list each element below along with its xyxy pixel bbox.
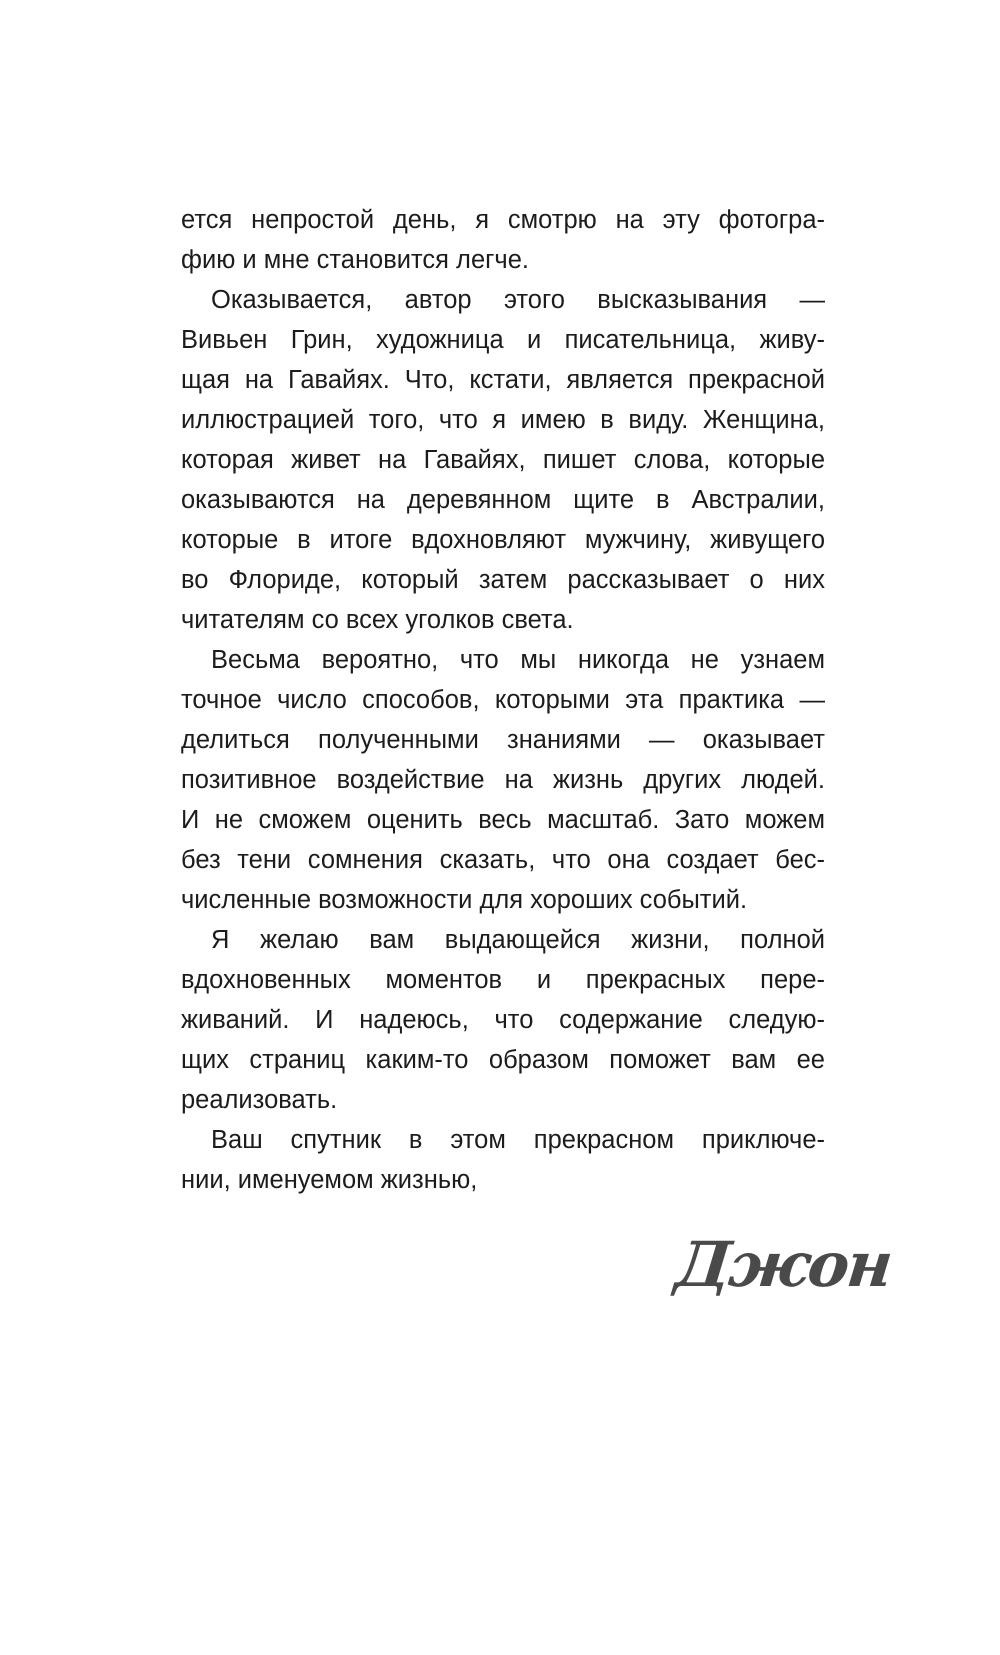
text-line: реализовать. <box>181 1086 338 1114</box>
body-text <box>181 200 825 1200</box>
text-line: фию и мне становится легче. <box>181 246 529 274</box>
text-line: нии, именуемом жизнью, <box>181 1166 478 1194</box>
text-line: Весьма вероятно, что мы никогда не узнаем <box>211 646 825 674</box>
text-line: живаний. И надеюсь, что содержание следую- <box>181 1006 825 1034</box>
text-line: Я желаю вам выдающейся жизни, полной <box>211 926 825 954</box>
text-line: Ваш спутник в этом прекрасном приключе- <box>211 1126 825 1154</box>
text-line: Оказывается, автор этого высказывания — <box>211 286 825 314</box>
text-line: во Флориде, который затем рассказывает о них <box>181 566 825 594</box>
text-line: позитивное воздействие на жизнь других людей. <box>181 766 825 794</box>
text-line: И не сможем оценить весь масштаб. Зато можем <box>181 806 825 834</box>
text-line: точное число способов, которыми эта практика — <box>181 686 825 714</box>
text-line: численные возможности для хороших событий. <box>181 886 748 914</box>
text-line: оказываются на деревянном щите в Австралии, <box>181 486 825 514</box>
text-line: ется непростой день, я смотрю на эту фотогра- <box>181 206 825 234</box>
handwritten-signature: Джон <box>672 1228 895 1301</box>
text-line: иллюстрацией того, что я имею в виду. Женщина, <box>181 406 825 434</box>
text-line: щая на Гавайях. Что, кстати, является прекрасной <box>181 366 825 394</box>
text-line: которая живет на Гавайях, пишет слова, которые <box>181 446 825 474</box>
text-line: щих страниц каким-то образом поможет вам ее <box>181 1046 825 1074</box>
text-line: без тени сомнения сказать, что она создает бес- <box>181 846 825 874</box>
text-line: читателям со всех уголков света. <box>181 606 574 634</box>
text-line: Вивьен Грин, художница и писательница, живу- <box>181 326 825 354</box>
text-line: которые в итоге вдохновляют мужчину, живущего <box>181 526 825 554</box>
text-line: вдохновенных моментов и прекрасных пере- <box>181 966 825 994</box>
text-line: делиться полученными знаниями — оказывает <box>181 726 825 754</box>
